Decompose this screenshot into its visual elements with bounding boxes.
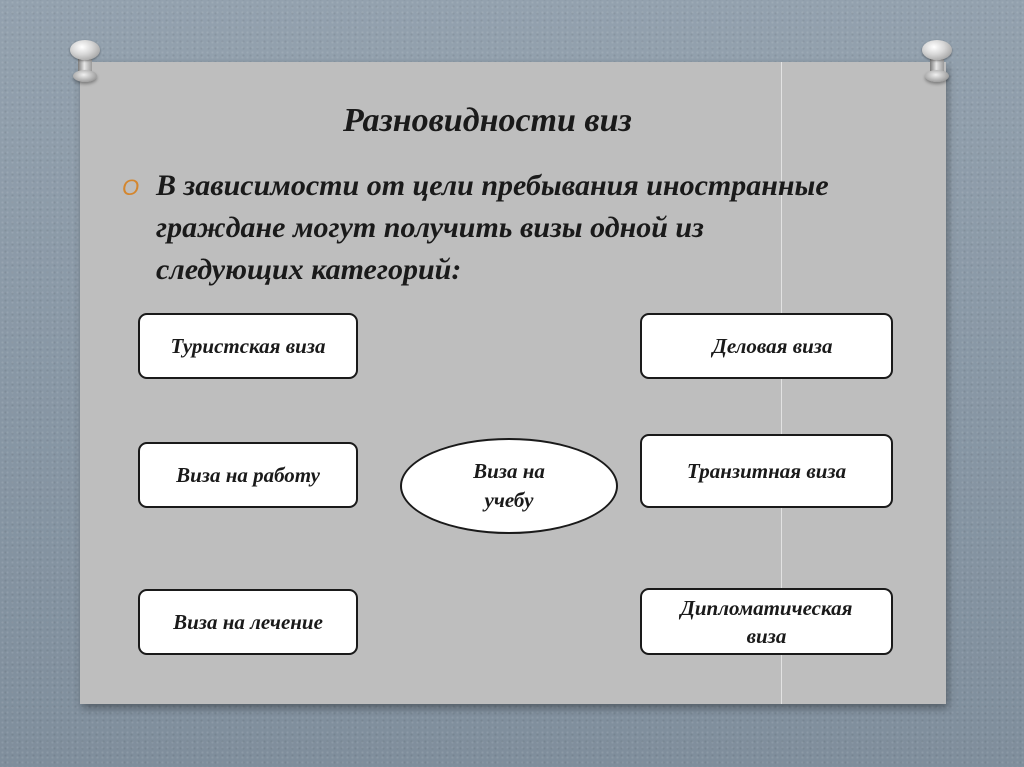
medical-visa-box: Виза на лечение	[138, 589, 358, 655]
work-visa-box: Виза на работу	[138, 442, 358, 508]
transit-visa-box: Транзитная виза	[640, 434, 893, 508]
slide-title: Разновидности виз	[343, 102, 632, 139]
tourist-visa-box: Туристская виза	[138, 313, 358, 379]
study-visa-oval	[400, 438, 618, 534]
diplomatic-visa-box: Дипломатическая виза	[640, 588, 893, 655]
pin-icon	[70, 40, 100, 84]
business-visa-box: Деловая виза	[640, 313, 893, 379]
bullet-marker-icon: O	[122, 175, 140, 200]
pin-icon	[922, 40, 952, 84]
bullet-text: В зависимости от цели пребывания иностранные граждане могут получить визы одной из следующих категорий:	[156, 169, 829, 286]
study-visa-label: Виза на учебу	[473, 459, 545, 512]
